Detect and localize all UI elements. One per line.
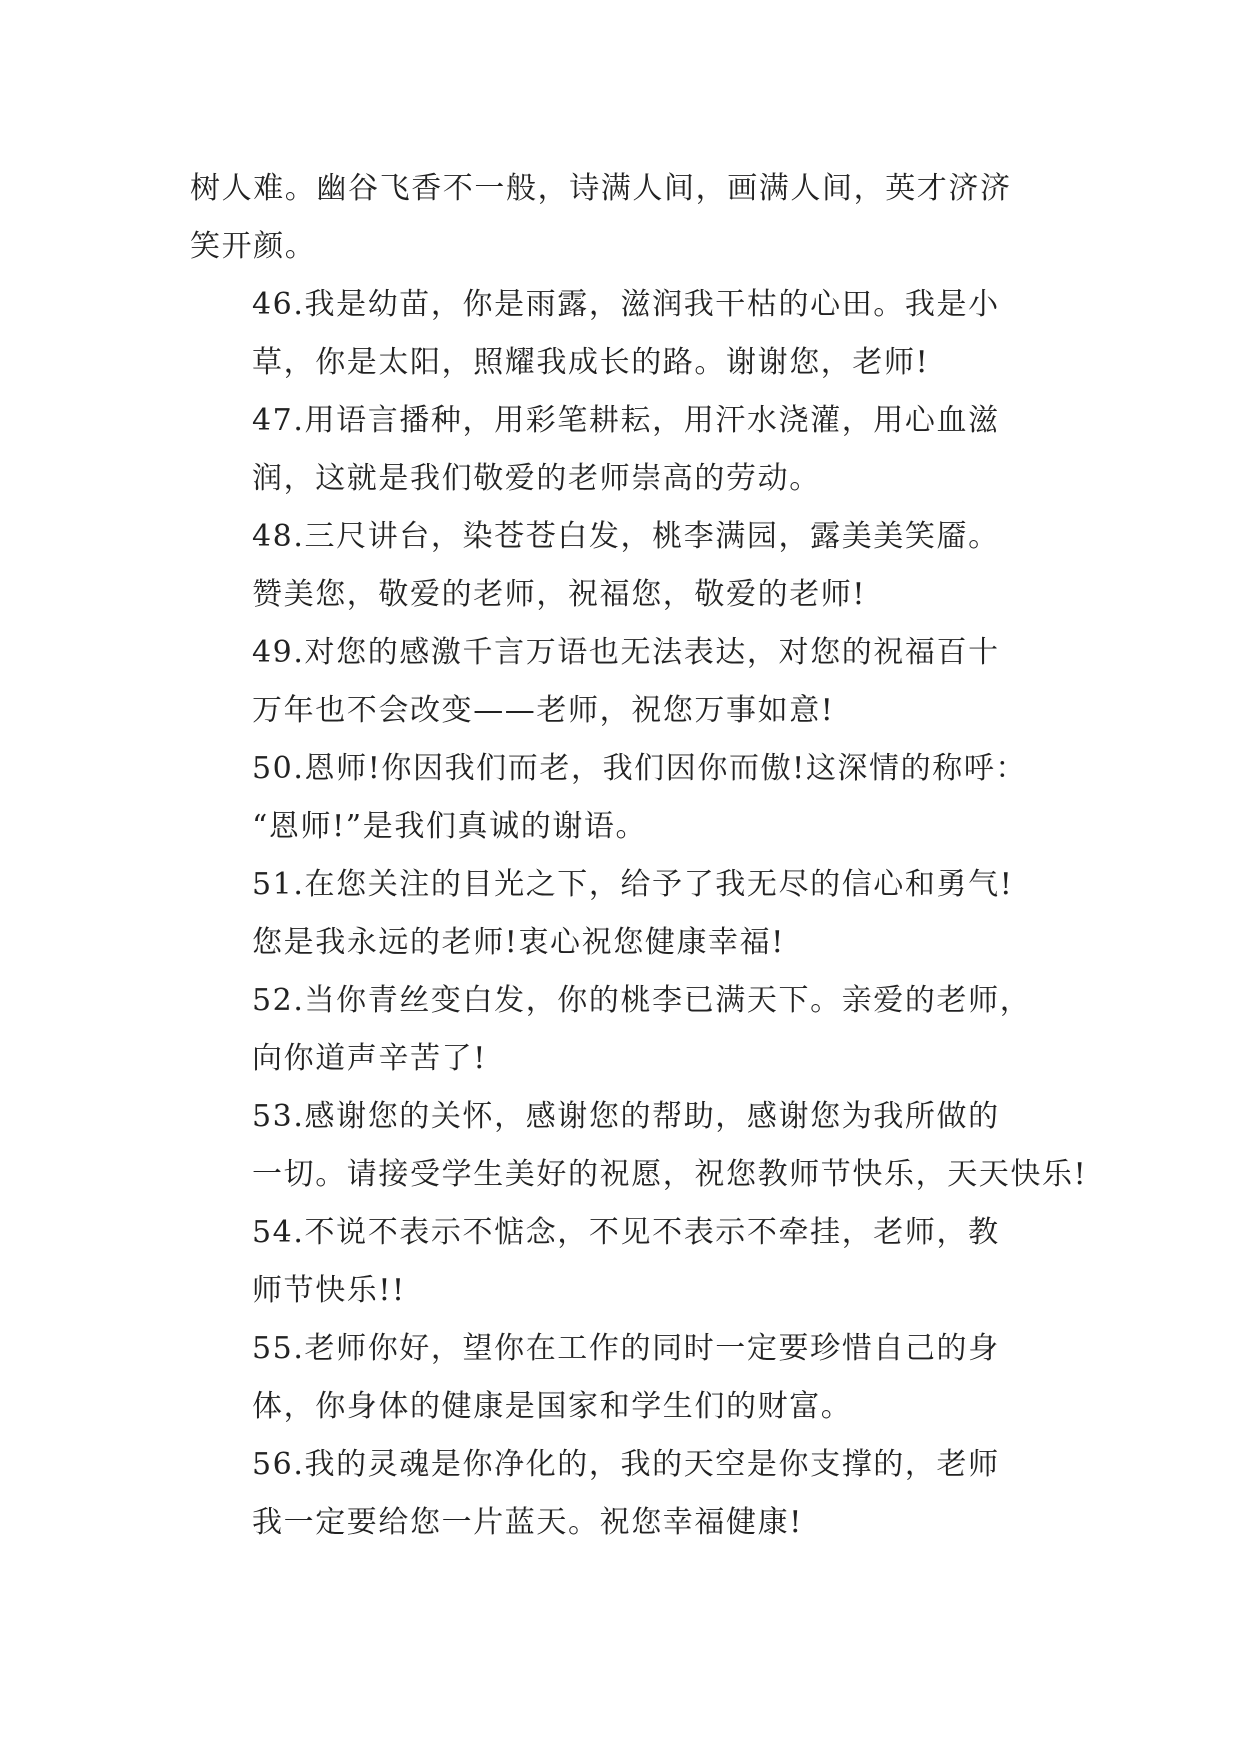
paragraph — [190, 276, 1060, 392]
text-line: 您是我永远的老师!衷心祝您健康幸福! — [252, 925, 785, 960]
document-body — [190, 160, 1088, 1552]
text-line: 一切。请接受学生美好的祝愿，祝您教师节快乐，天天快乐! — [252, 1157, 1088, 1192]
paragraph — [190, 1088, 1088, 1204]
paragraph — [190, 1320, 1060, 1436]
text-line: “恩师!”是我们真诚的谢语。 — [252, 809, 648, 844]
paragraph — [190, 508, 1060, 624]
text-line: 47.用语言播种，用彩笔耕耘，用汗水浇灌，用心血滋 — [252, 403, 1000, 438]
paragraph — [190, 740, 1060, 856]
text-line: 师节快乐!! — [252, 1273, 406, 1308]
text-line: 46.我是幼苗，你是雨露，滋润我干枯的心田。我是小 — [252, 287, 1000, 322]
text-line: 56.我的灵魂是你净化的，我的天空是你支撑的，老师 — [252, 1447, 1000, 1482]
text-line: 我一定要给您一片蓝天。祝您幸福健康! — [252, 1505, 803, 1540]
paragraph — [190, 856, 1060, 972]
text-line: 体，你身体的健康是国家和学生们的财富。 — [252, 1389, 853, 1424]
text-line: 55.老师你好，望你在工作的同时一定要珍惜自己的身 — [252, 1331, 1000, 1366]
text-line: 54.不说不表示不惦念，不见不表示不牵挂，老师，教 — [252, 1215, 1000, 1250]
text-line: 赞美您，敬爱的老师，祝福您，敬爱的老师! — [252, 577, 867, 612]
text-line: 润，这就是我们敬爱的老师崇高的劳动。 — [252, 461, 821, 496]
paragraph — [190, 1436, 1060, 1552]
text-line: 万年也不会改变——老师，祝您万事如意! — [252, 693, 835, 728]
paragraph — [190, 624, 1060, 740]
text-line: 51.在您关注的目光之下，给予了我无尽的信心和勇气! — [252, 867, 1014, 902]
paragraph — [190, 392, 1060, 508]
paragraph — [190, 160, 1060, 276]
text-line: 48.三尺讲台，染苍苍白发，桃李满园，露美美笑靥。 — [252, 519, 1000, 554]
text-line: 53.感谢您的关怀，感谢您的帮助，感谢您为我所做的 — [252, 1099, 1000, 1134]
text-line: 树人难。幽谷飞香不一般，诗满人间，画满人间，英才济济 — [190, 171, 1012, 206]
text-line: 52.当你青丝变白发，你的桃李已满天下。亲爱的老师， — [252, 983, 1032, 1018]
paragraph — [190, 1204, 1060, 1320]
text-line: 草，你是太阳，照耀我成长的路。谢谢您，老师! — [252, 345, 930, 380]
text-line: 向你道声辛苦了! — [252, 1041, 487, 1076]
text-line: 50.恩师!你因我们而老，我们因你而傲!这深情的称呼： — [252, 751, 1028, 786]
paragraph — [190, 972, 1060, 1088]
text-line: 49.对您的感激千言万语也无法表达，对您的祝福百十 — [252, 635, 1000, 670]
text-line: 笑开颜。 — [190, 229, 317, 264]
